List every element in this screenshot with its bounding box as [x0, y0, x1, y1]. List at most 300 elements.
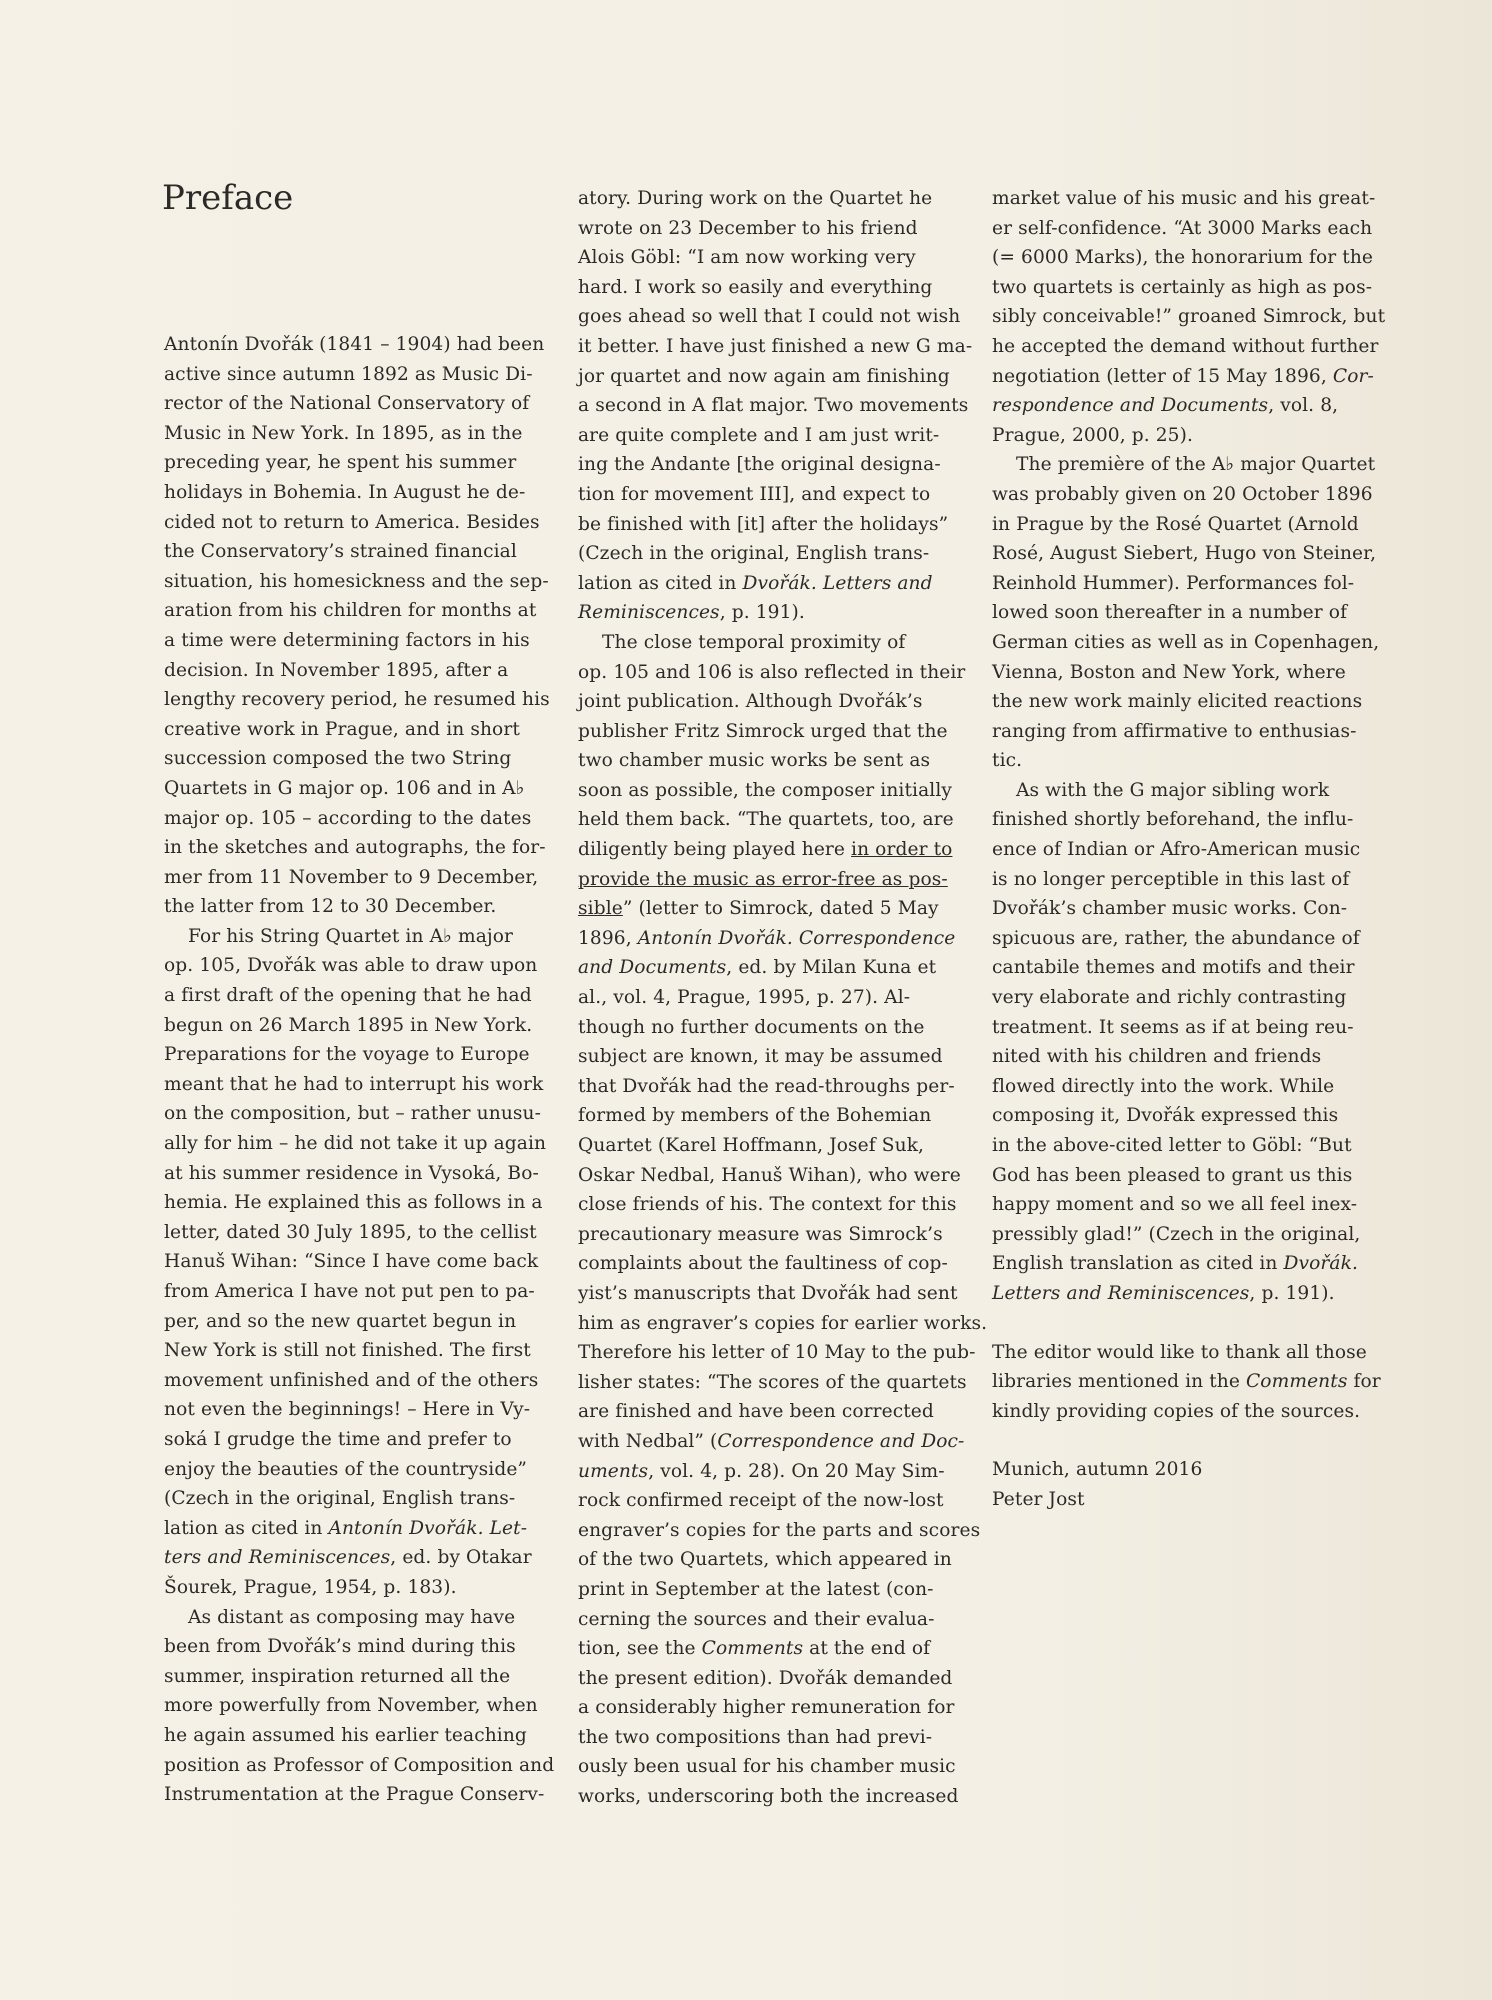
column-3-lines — [992, 184, 1386, 1515]
text-line — [578, 1309, 988, 1339]
text-segment: lowed soon thereafter in a number of — [992, 602, 1348, 624]
text-segment: Hanuš Wihan: “Since I have come back — [164, 1251, 539, 1273]
text-line — [992, 894, 1370, 924]
text-line — [164, 833, 546, 863]
text-segment: (Czech in the original, English trans- — [164, 1488, 516, 1510]
text-line — [578, 450, 956, 480]
text-segment: at his summer residence in Vysoká, Bo- — [164, 1162, 539, 1184]
text-line — [578, 391, 969, 421]
text-line — [578, 1338, 976, 1368]
text-segment: Instrumentation at the Prague Conserv- — [164, 1784, 545, 1806]
text-line — [992, 1220, 1370, 1250]
text-line — [164, 1543, 542, 1573]
text-line — [578, 953, 956, 983]
text-segment: in the above-cited letter to Göbl: “But — [992, 1135, 1352, 1156]
italic-text: respondence and Documents — [992, 395, 1269, 417]
text-line — [992, 1072, 1370, 1102]
text-segment: Music in New York. In 1895, as in the — [164, 422, 523, 444]
text-segment: Šourek, Prague, 1954, p. 183). — [164, 1576, 457, 1598]
text-line — [992, 1279, 1370, 1309]
text-line — [578, 805, 956, 835]
text-segment: (Czech in the original, English trans- — [578, 543, 930, 565]
italic-text: Cor- — [1332, 365, 1374, 387]
text-segment: not even the beginnings! – Here in Vy- — [164, 1399, 531, 1421]
text-segment: succession composed the two String — [164, 748, 512, 770]
text-segment: formed by members of the Bohemian — [578, 1105, 932, 1127]
text-line — [578, 924, 956, 954]
text-line — [578, 1782, 959, 1812]
text-line — [578, 1457, 956, 1487]
text-segment: he again assumed his earlier teaching — [164, 1724, 527, 1746]
text-segment: on the composition, but – rather unusu- — [164, 1103, 541, 1125]
text-segment: tion for movement III], and expect to — [578, 483, 931, 505]
text-line — [164, 448, 542, 478]
text-line — [164, 774, 542, 804]
text-line — [164, 804, 542, 834]
text-line — [992, 184, 1376, 214]
text-segment: spicuous are, rather, the abundance of — [992, 927, 1360, 949]
text-line — [992, 539, 1377, 569]
text-line — [164, 1040, 542, 1070]
text-segment: from America I have not put pen to pa- — [164, 1281, 535, 1302]
text-line — [164, 508, 542, 538]
text-segment: Quartet (Karel Hoffmann, Josef Suk, — [578, 1135, 925, 1156]
text-line — [164, 1218, 542, 1248]
underlined-text: sible — [578, 898, 623, 920]
text-line — [164, 330, 545, 360]
text-segment: are quite complete and I am just writ- — [578, 424, 940, 446]
text-segment: ing the Andante [the original designa- — [578, 454, 941, 476]
text-segment: diligently being played here — [578, 839, 852, 861]
text-segment: yist’s manuscripts that Dvořák had sent — [578, 1282, 958, 1304]
text-segment: though no further documents on the — [578, 1016, 925, 1038]
text-segment: nited with his children and friends — [992, 1046, 1322, 1068]
text-segment: begun on 26 March 1895 in New York. — [164, 1014, 533, 1036]
page-title: Preface — [162, 178, 294, 218]
text-segment: he accepted the demand without further — [992, 335, 1379, 357]
text-line — [578, 1131, 956, 1161]
text-segment: cided not to return to America. Besides — [164, 511, 540, 533]
text-segment: subject are known, it may be assumed — [578, 1046, 943, 1068]
text-segment: of the two Quartets, which appeared in — [578, 1549, 952, 1571]
underlined-text: provide the music as error-free as pos- — [578, 868, 948, 890]
text-segment: the new work mainly elicited reactions — [992, 691, 1363, 713]
text-segment: the two compositions than had previ- — [578, 1726, 933, 1748]
text-line — [578, 539, 956, 569]
text-segment: jor quartet and now again am finishing — [578, 365, 950, 387]
text-segment: in the sketches and autographs, the for- — [164, 837, 546, 859]
text-line — [164, 537, 542, 567]
text-line — [164, 1395, 542, 1425]
text-segment: a considerably higher remuneration for — [578, 1697, 955, 1719]
text-line — [164, 744, 542, 774]
text-line — [578, 1664, 956, 1694]
text-segment: negotiation (letter of 15 May 1896, — [992, 365, 1333, 387]
text-line — [578, 1072, 956, 1102]
text-line — [992, 805, 1370, 835]
text-segment: 1896, — [578, 927, 638, 949]
text-segment: , ed. by Milan Kuna et — [726, 957, 937, 979]
text-line — [164, 1336, 542, 1366]
text-segment: summer, inspiration returned all the — [164, 1665, 511, 1687]
text-segment: market value of his music and his great- — [992, 188, 1376, 209]
text-segment: a second in A flat major. Two movements — [578, 395, 969, 417]
italic-text: Comments — [701, 1638, 804, 1660]
text-segment: , vol. 4, p. 28). On 20 May Sim- — [648, 1460, 945, 1482]
text-line — [578, 569, 956, 599]
text-line — [578, 243, 956, 273]
text-segment: Quartets in G major op. 106 and in A♭ — [164, 777, 525, 799]
text-line — [578, 1190, 956, 1220]
text-line — [164, 1514, 542, 1544]
text-line — [992, 598, 1370, 628]
text-segment: Dvořák’s chamber music works. Con- — [992, 898, 1348, 920]
text-line — [164, 1425, 542, 1455]
text-segment: precautionary measure was Simrock’s — [578, 1223, 943, 1245]
text-segment: Reinhold Hummer). Performances fol- — [992, 572, 1355, 594]
text-line — [164, 1366, 542, 1396]
text-line — [164, 1247, 542, 1277]
text-segment: lation as cited in — [164, 1517, 329, 1539]
text-line — [992, 658, 1370, 688]
text-line — [164, 715, 542, 745]
italic-text: Reminiscences — [578, 602, 720, 624]
text-segment: atory. During work on the Quartet he — [578, 188, 933, 209]
text-line — [164, 1159, 542, 1189]
text-segment: Therefore his letter of 10 May to the pub- — [578, 1342, 976, 1364]
text-segment: New York is still not finished. The first — [164, 1340, 531, 1362]
text-line — [164, 1455, 542, 1485]
text-segment: a time were determining factors in his — [164, 629, 530, 651]
text-line — [578, 480, 956, 510]
text-line — [578, 598, 956, 628]
text-segment: pressibly glad!” (Czech in the original, — [992, 1223, 1361, 1245]
underlined-text: in order to — [851, 839, 953, 861]
text-line — [992, 1338, 1370, 1368]
text-segment: at the end of — [803, 1638, 931, 1660]
text-line — [578, 1634, 956, 1664]
text-line — [992, 1455, 1370, 1485]
text-line — [164, 892, 542, 922]
text-line — [992, 717, 1370, 747]
text-segment: creative work in Prague, and in short — [164, 718, 520, 740]
text-segment: ously been usual for his chamber music — [578, 1756, 956, 1778]
text-line — [992, 1013, 1370, 1043]
text-segment: print in September at the latest (con- — [578, 1578, 934, 1600]
text-line — [992, 1249, 1370, 1279]
text-segment: op. 105 and 106 is also reflected in their — [578, 661, 966, 683]
text-column-1 — [164, 184, 555, 1810]
text-segment: that Dvořák had the read-throughs per- — [578, 1075, 955, 1097]
text-line — [578, 362, 956, 392]
text-segment: Preparations for the voyage to Europe — [164, 1044, 530, 1066]
text-line — [992, 1131, 1370, 1161]
text-segment: was probably given on 20 October 1896 — [992, 483, 1373, 505]
text-segment: The close temporal proximity of — [602, 631, 906, 653]
text-segment: (= 6000 Marks), the honorarium for the — [992, 247, 1374, 269]
text-line — [164, 1632, 542, 1662]
text-segment: preceding year, he spent his summer — [164, 452, 517, 474]
text-segment: engraver’s copies for the parts and scores — [578, 1519, 981, 1541]
text-segment: very elaborate and richly contrasting — [992, 987, 1347, 1009]
text-column-2 — [578, 184, 988, 1812]
text-segment: finished shortly beforehand, the influ- — [992, 809, 1354, 831]
text-segment: cerning the sources and their evalua- — [578, 1608, 935, 1630]
text-segment: active since autumn 1892 as Music Di- — [164, 363, 533, 385]
italic-text: Antonín Dvořák. Correspondence — [637, 927, 956, 949]
text-line — [578, 214, 956, 244]
text-line — [578, 1220, 956, 1250]
text-segment: for — [1347, 1371, 1381, 1393]
text-line — [164, 419, 542, 449]
text-line — [992, 924, 1370, 954]
text-segment: per, and so the new quartet begun in — [164, 1310, 517, 1332]
text-line — [578, 746, 956, 776]
text-line — [992, 746, 1370, 776]
text-line — [578, 1427, 965, 1457]
text-line — [578, 1101, 956, 1131]
text-segment: be finished with [it] after the holidays” — [578, 513, 949, 535]
text-line — [164, 1603, 542, 1633]
text-segment: God has been pleased to grant us this — [992, 1164, 1353, 1186]
text-segment: mer from 11 November to 9 December, — [164, 866, 539, 888]
text-line — [164, 626, 542, 656]
text-line — [992, 362, 1374, 392]
text-line — [992, 865, 1370, 895]
text-line — [578, 1605, 956, 1635]
text-segment: publisher Fritz Simrock urged that the — [578, 720, 948, 742]
text-segment: him as engraver’s copies for earlier works. — [578, 1312, 988, 1334]
text-line — [164, 685, 550, 715]
text-line — [164, 863, 542, 893]
text-segment: er self-confidence. “At 3000 Marks each — [992, 217, 1373, 239]
text-segment: situation, his homesickness and the sep- — [164, 570, 549, 592]
text-segment: , ed. by Otakar — [390, 1547, 532, 1569]
text-segment: goes ahead so well that I could not wish — [578, 306, 961, 328]
text-line — [578, 273, 956, 303]
text-line — [578, 332, 973, 362]
text-line — [992, 687, 1370, 717]
text-line — [578, 1249, 956, 1279]
text-line — [578, 894, 956, 924]
text-segment: Prague, 2000, p. 25). — [992, 424, 1193, 446]
text-line — [578, 983, 956, 1013]
text-segment: major op. 105 – according to the dates — [164, 807, 532, 829]
text-segment: a first draft of the opening that he had — [164, 985, 532, 1007]
italic-text: Antonín Dvořák. Let- — [328, 1517, 528, 1539]
text-segment: Peter Jost — [992, 1488, 1085, 1510]
text-segment: the present edition). Dvořák demanded — [578, 1667, 953, 1689]
italic-text: uments — [578, 1460, 649, 1482]
text-segment: soká I grudge the time and prefer to — [164, 1428, 512, 1450]
text-line — [992, 1190, 1370, 1220]
text-line — [578, 658, 966, 688]
text-segment: two chamber music works be sent as — [578, 750, 931, 772]
column-2-lines — [578, 184, 988, 1812]
text-line — [578, 776, 956, 806]
text-segment: more powerfully from November, when — [164, 1695, 538, 1717]
text-line — [992, 273, 1373, 303]
text-line — [164, 596, 542, 626]
text-line — [992, 1485, 1370, 1515]
text-line — [992, 480, 1373, 510]
text-line — [578, 1723, 956, 1753]
text-line — [578, 1516, 981, 1546]
text-segment: cantabile themes and motifs and their — [992, 957, 1355, 979]
text-segment: are finished and have been corrected — [578, 1401, 934, 1423]
text-segment: The editor would like to thank all those — [992, 1341, 1367, 1363]
text-segment: been from Dvořák’s mind during this — [164, 1636, 516, 1658]
text-line — [164, 567, 549, 597]
text-segment: in Prague by the Rosé Quartet (Arnold — [992, 513, 1359, 535]
italic-text: Letters and Reminiscences — [992, 1282, 1250, 1304]
text-segment: meant that he had to interrupt his work — [164, 1073, 544, 1095]
text-line — [578, 1042, 956, 1072]
text-line — [578, 1575, 956, 1605]
text-line — [164, 1277, 542, 1307]
text-line — [992, 1397, 1370, 1427]
text-line — [164, 1662, 542, 1692]
italic-text: ters and Reminiscences — [164, 1547, 391, 1569]
text-line — [992, 628, 1380, 658]
text-segment: composing it, Dvořák expressed this — [992, 1105, 1339, 1127]
text-line — [578, 302, 961, 332]
text-segment: wrote on 23 December to his friend — [578, 217, 918, 239]
text-segment: tic. — [992, 750, 1023, 772]
text-segment: rector of the National Conservatory of — [164, 393, 530, 415]
text-segment: the latter from 12 to 30 December. — [164, 896, 497, 918]
italic-text: Correspondence and Doc- — [717, 1430, 965, 1452]
text-segment: kindly providing copies of the sources. — [992, 1400, 1361, 1422]
text-segment: it better. I have just finished a new G ma- — [578, 335, 973, 357]
text-line — [164, 1691, 542, 1721]
text-line — [164, 1070, 542, 1100]
text-line — [578, 835, 956, 865]
text-line — [164, 1721, 542, 1751]
text-line — [992, 510, 1370, 540]
text-line — [164, 1099, 542, 1129]
text-segment: joint publication. Although Dvořák’s — [578, 691, 923, 713]
text-line — [992, 302, 1386, 332]
text-segment: is no longer perceptible in this last of — [992, 868, 1350, 890]
text-segment: Antonín Dvořák (1841 – 1904) had been — [164, 334, 545, 355]
text-segment: two quartets is certainly as high as pos- — [992, 276, 1373, 298]
text-segment: rock confirmed receipt of the now-lost — [578, 1490, 944, 1512]
text-segment: , p. 191). — [719, 602, 805, 624]
text-line — [164, 1780, 545, 1810]
text-segment: with Nedbal” ( — [578, 1430, 718, 1452]
text-segment: English translation as cited in — [992, 1253, 1284, 1275]
text-line — [164, 1307, 542, 1337]
text-line — [578, 1397, 956, 1427]
text-segment: soon as possible, the composer initially — [578, 779, 952, 801]
text-line — [992, 953, 1370, 983]
text-segment: Vienna, Boston and New York, where — [992, 661, 1346, 683]
text-segment: close friends of his. The context for this — [578, 1194, 957, 1216]
text-column-3 — [992, 184, 1386, 1515]
text-line — [164, 360, 542, 390]
text-line — [578, 1013, 956, 1043]
text-line — [164, 1484, 542, 1514]
text-segment: ence of Indian or Afro-American music — [992, 839, 1361, 861]
text-segment: op. 105, Dvořák was able to draw upon — [164, 955, 538, 977]
text-line — [578, 1752, 956, 1782]
text-segment: For his String Quartet in A♭ major — [188, 925, 514, 947]
italic-text: Dvořák. Letters and — [742, 572, 933, 594]
text-line — [578, 1161, 961, 1191]
text-line — [164, 1129, 547, 1159]
text-line — [992, 450, 1376, 480]
text-segment: Rosé, August Siebert, Hugo von Steiner, — [992, 543, 1377, 565]
text-segment: , vol. 8, — [1268, 395, 1339, 417]
text-line — [578, 1279, 956, 1309]
column-1-lines — [164, 330, 555, 1810]
text-segment: movement unfinished and of the others — [164, 1369, 539, 1391]
text-segment: ” (letter to Simrock, dated 5 May — [622, 898, 939, 920]
text-segment: aration from his children for months at — [164, 600, 537, 622]
text-line — [164, 922, 542, 952]
italic-text: and Documents — [578, 957, 727, 979]
text-line — [992, 569, 1370, 599]
text-line — [578, 717, 956, 747]
text-segment: sibly conceivable!” groaned Simrock, but — [992, 306, 1386, 328]
text-line — [578, 421, 956, 451]
text-line — [164, 1751, 555, 1781]
text-segment: treatment. It seems as if at being reu- — [992, 1016, 1354, 1038]
text-segment: holidays in Bohemia. In August he de- — [164, 481, 526, 503]
text-line — [992, 332, 1379, 362]
text-segment: Oskar Nedbal, Hanuš Wihan), who were — [578, 1164, 961, 1186]
text-line — [992, 983, 1370, 1013]
text-line — [578, 628, 956, 658]
text-segment: German cities as well as in Copenhagen, — [992, 631, 1380, 653]
text-segment: lation as cited in — [578, 572, 743, 594]
text-segment: libraries mentioned in the — [992, 1371, 1246, 1393]
text-segment: As with the G major sibling work — [1016, 779, 1330, 801]
text-line — [578, 184, 956, 214]
italic-text: Dvořák. — [1283, 1253, 1358, 1275]
text-segment: Alois Göbl: “I am now working very — [578, 247, 916, 269]
text-line — [992, 1042, 1370, 1072]
text-segment: lisher states: “The scores of the quartets — [578, 1371, 967, 1393]
text-line — [578, 510, 956, 540]
text-segment: position as Professor of Composition and — [164, 1754, 555, 1776]
text-line — [164, 656, 542, 686]
text-line — [992, 391, 1370, 421]
text-line — [992, 243, 1374, 273]
text-segment: hemia. He explained this as follows in a — [164, 1192, 543, 1214]
text-line — [992, 1101, 1370, 1131]
text-segment: lengthy recovery period, he resumed his — [164, 689, 550, 711]
text-segment: flowed directly into the work. While — [992, 1075, 1335, 1097]
text-segment: al., vol. 4, Prague, 1995, p. 27). Al- — [578, 987, 911, 1009]
text-line — [578, 1545, 956, 1575]
text-line — [164, 951, 542, 981]
text-line — [164, 1573, 542, 1603]
text-segment: decision. In November 1895, after a — [164, 659, 509, 681]
text-segment: ally for him – he did not take it up again — [164, 1133, 547, 1155]
text-segment: the Conservatory’s strained financial — [164, 541, 517, 563]
text-line — [578, 865, 956, 895]
text-line — [992, 1367, 1381, 1397]
text-line — [578, 1368, 967, 1398]
text-line — [992, 835, 1370, 865]
text-segment: As distant as composing may have — [188, 1606, 516, 1628]
text-segment: letter, dated 30 July 1895, to the cellist — [164, 1221, 537, 1243]
text-line — [164, 981, 542, 1011]
italic-text: Comments — [1245, 1371, 1348, 1393]
text-segment: The première of the A♭ major Quartet — [1016, 454, 1376, 476]
